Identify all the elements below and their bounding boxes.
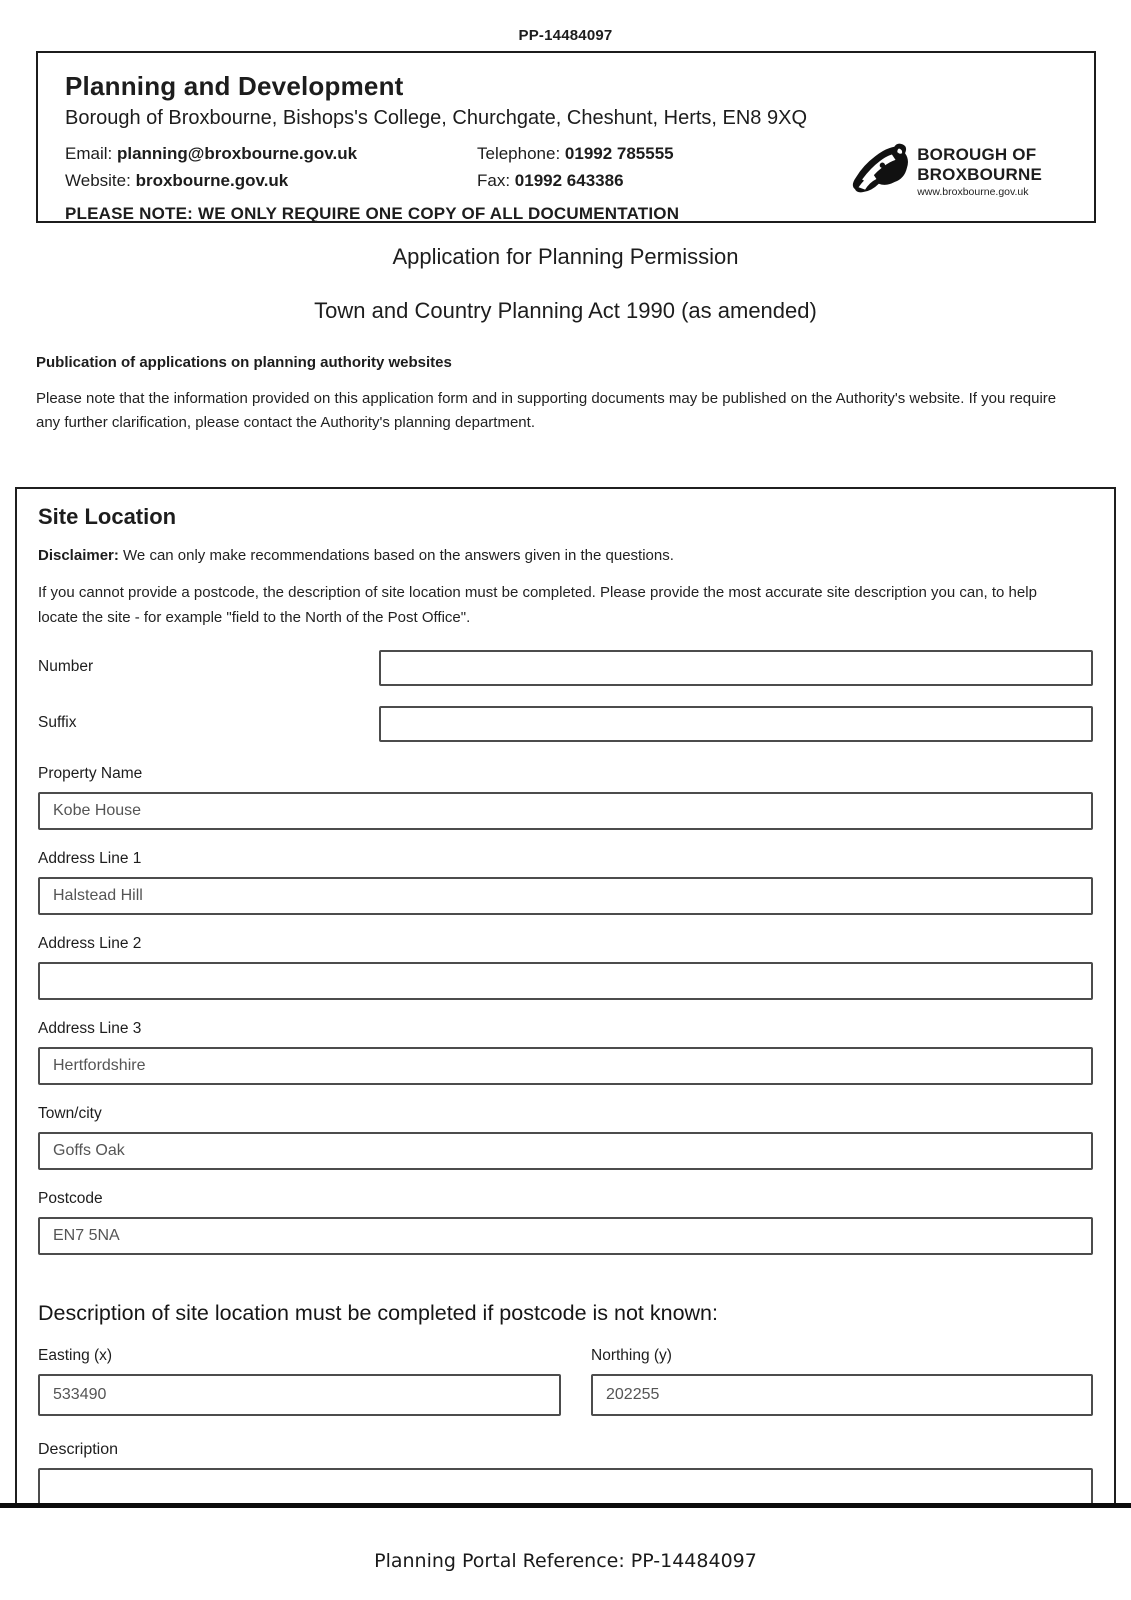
address-line1-field — [38, 850, 1093, 915]
disclaimer-label: Disclaimer: — [38, 547, 119, 564]
email-label: Email: — [65, 144, 117, 163]
property-name-label: Property Name — [38, 765, 143, 782]
email-value: planning@broxbourne.gov.uk — [116, 144, 358, 163]
portal-reference-footer: Planning Portal Reference: PP-14484097 — [374, 1550, 757, 1572]
website-row — [65, 168, 477, 193]
address-line3-field — [38, 1020, 1093, 1085]
easting-input[interactable] — [38, 1374, 561, 1416]
address-line1-label: Address Line 1 — [38, 850, 142, 867]
portal-reference-top: PP-14484097 — [518, 27, 613, 44]
easting-field — [38, 1347, 561, 1416]
publication-heading: Publication of applications on planning authority websites — [36, 354, 452, 371]
number-input[interactable] — [379, 650, 1093, 686]
disclaimer-body: We can only make recommendations based on the answers given in the questions. — [118, 547, 674, 564]
suffix-input[interactable] — [379, 706, 1093, 742]
description-field — [38, 1441, 1093, 1504]
postcode-label: Postcode — [38, 1190, 103, 1207]
logo-text — [917, 141, 1042, 198]
northing-field — [591, 1347, 1093, 1416]
suffix-label: Suffix — [38, 714, 77, 731]
phone-label: Telephone: — [477, 144, 565, 163]
email-row — [65, 141, 477, 166]
address-line1-input[interactable] — [38, 877, 1093, 915]
number-field-row — [38, 650, 1093, 686]
description-label: Description — [38, 1441, 119, 1458]
act-title: Town and Country Planning Act 1990 (as amended) — [314, 298, 817, 323]
badger-icon — [849, 141, 911, 204]
fax-value: 01992 643386 — [514, 171, 624, 190]
fax-row — [477, 168, 825, 193]
northing-label: Northing (y) — [591, 1347, 672, 1364]
form-title: Application for Planning Permission — [392, 244, 739, 269]
address-line2-field — [38, 935, 1093, 1000]
publication-body: Please note that the information provided on this application form and in supporting documents may be published on the Authority's website. If you require any further clarification, please contact the Authority's planning department. — [36, 390, 1057, 431]
address-line2-input[interactable] — [38, 962, 1093, 1000]
page-break-divider — [0, 1503, 1131, 1508]
logo-line2: BROXBOURNE — [917, 165, 1042, 184]
borough-logo — [849, 141, 1042, 204]
section-intro: If you cannot provide a postcode, the description of site location must be completed. Please provide the most accurate site description you can, to help locate the site - for example "field to the North of the Post Office". — [38, 584, 1037, 626]
logo-url: www.broxbourne.gov.uk — [917, 186, 1029, 198]
contact-details — [65, 141, 825, 193]
website-value: broxbourne.gov.uk — [135, 171, 289, 190]
authority-address: Borough of Broxbourne, Bishops's College, Churchgate, Cheshunt, Herts, EN8 9XQ — [65, 107, 808, 129]
northing-input[interactable] — [591, 1374, 1093, 1416]
town-city-input[interactable] — [38, 1132, 1093, 1170]
one-copy-note: PLEASE NOTE: WE ONLY REQUIRE ONE COPY OF ALL DOCUMENTATION — [65, 204, 680, 223]
disclaimer-text — [38, 547, 1093, 564]
description-requirement-heading: Description of site location must be completed if postcode is not known: — [38, 1301, 718, 1325]
property-name-input[interactable] — [38, 792, 1093, 830]
coordinates-row — [38, 1347, 1093, 1416]
suffix-field-row — [38, 706, 1093, 742]
town-city-label: Town/city — [38, 1105, 102, 1122]
authority-header-box — [36, 51, 1096, 223]
property-name-field — [38, 765, 1093, 830]
postcode-input[interactable] — [38, 1217, 1093, 1255]
postcode-field — [38, 1190, 1093, 1255]
town-city-field — [38, 1105, 1093, 1170]
phone-row — [477, 141, 825, 166]
section-title: Site Location — [38, 504, 177, 529]
site-location-section — [15, 487, 1116, 1504]
address-line2-label: Address Line 2 — [38, 935, 142, 952]
fax-label: Fax: — [477, 171, 515, 190]
address-line3-input[interactable] — [38, 1047, 1093, 1085]
phone-value: 01992 785555 — [564, 144, 674, 163]
description-input[interactable] — [38, 1468, 1093, 1504]
department-title: Planning and Development — [65, 71, 404, 101]
address-line3-label: Address Line 3 — [38, 1020, 142, 1037]
number-label: Number — [38, 658, 94, 675]
logo-line1: BOROUGH OF — [917, 145, 1037, 164]
easting-label: Easting (x) — [38, 1347, 113, 1364]
website-label: Website: — [65, 171, 136, 190]
